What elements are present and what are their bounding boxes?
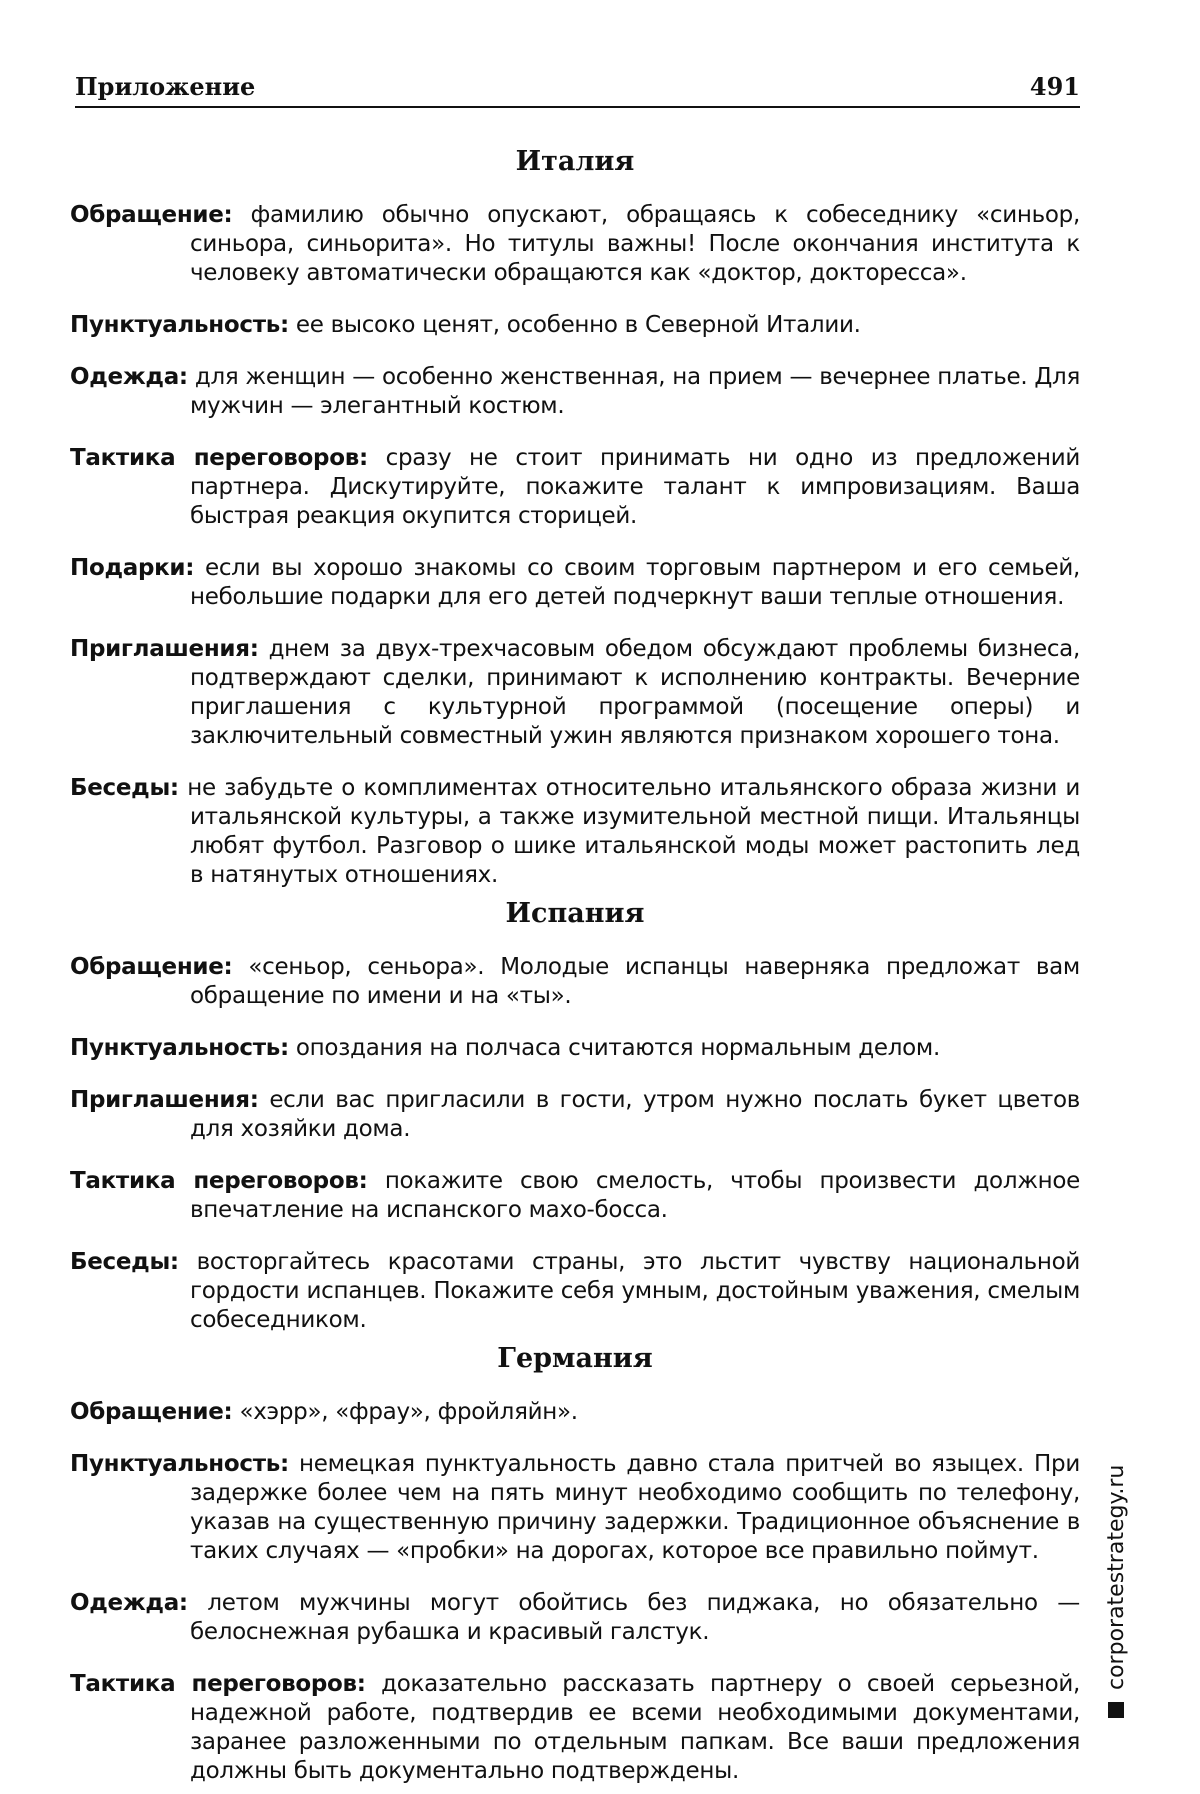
entry: [70, 1086, 1080, 1144]
entry-text: если вы хорошо знакомы со своим торговым партнером и его семьей, небольшие подарки для его детей подчеркнут ваши теплые отношения.: [190, 555, 1080, 610]
entry-text: не забудьте о комплиментах относительно итальянского образа жизни и итальянской культуры, а также изумительной местной пищи. Итальянцы любят футбол. Разговор о шике итальянской моды может растопить лед в натянутых отношениях.: [178, 775, 1080, 888]
entry-text: немецкая пунктуальность давно стала притчей во языцех. При задержке более чем на пять минут необходимо сообщить по телефону, указав на существенную причину задержки. Традиционное объяснение в таких случаях — «пробки» на дорогах, которое все правильно поймут.: [190, 1451, 1080, 1564]
entry: [70, 1589, 1080, 1647]
entry: [70, 953, 1080, 1011]
page-content: [70, 144, 1080, 1794]
entry: [70, 1167, 1080, 1225]
entry: [70, 774, 1080, 890]
running-head: Приложение: [75, 72, 256, 101]
entry-text: летом мужчины могут обойтись без пиджака, но обязательно — белоснежная рубашка и красивый галстук.: [187, 1590, 1080, 1645]
entry-text: если вас пригласили в гости, утром нужно послать букет цветов для хозяйки дома.: [190, 1087, 1080, 1142]
entry-term: Одежда:: [70, 1590, 188, 1616]
entry: [70, 1450, 1080, 1566]
entry: [70, 554, 1080, 612]
entry-term: Обращение:: [70, 202, 233, 228]
page-header: [75, 68, 1080, 108]
entry-term: Беседы:: [70, 775, 179, 801]
entry-term: Обращение:: [70, 954, 233, 980]
section-title: Испания: [505, 898, 645, 929]
entry-text: днем за двух-трехчасовым обедом обсуждают проблемы бизнеса, подтверждают сделки, принимают к исполнению контракты. Вечерние приглашения с культурной программой (посещение оперы) и заключительный совместный ужин являются признаком хорошего тона.: [190, 636, 1080, 749]
entry-term: Пунктуальность:: [70, 1451, 289, 1477]
entry-text: опоздания на полчаса считаются нормальным делом.: [288, 1035, 940, 1061]
entry-term: Тактика переговоров:: [70, 1168, 368, 1194]
entry-term: Подарки:: [70, 555, 195, 581]
square-marker-icon: [1108, 1702, 1124, 1718]
entry: [70, 201, 1080, 288]
entry: [70, 363, 1080, 421]
entry-text: «хэрр», «фрау», фройляйн».: [232, 1399, 578, 1425]
section-title: Германия: [497, 1343, 653, 1374]
entry-term: Тактика переговоров:: [70, 445, 368, 471]
entry-term: Обращение:: [70, 1399, 233, 1425]
page-number: 491: [1029, 72, 1080, 101]
entry-text: доказательно рассказать партнеру о своей серьезной, надежной работе, подтвердив ее всеми необходимыми документами, заранее разложенными по отдельным папкам. Все ваши предложения должны быть документально подтверждены.: [190, 1671, 1080, 1784]
entry-term: Приглашения:: [70, 1087, 259, 1113]
entry-term: Приглашения:: [70, 636, 259, 662]
entry-term: Одежда:: [70, 364, 188, 390]
entry-term: Пунктуальность:: [70, 1035, 289, 1061]
entry-term: Тактика переговоров:: [70, 1671, 366, 1697]
entry-text: восторгайтесь красотами страны, это льстит чувству национальной гордости испанцев. Покажите себя умным, достойным уважения, смелым собеседником.: [178, 1249, 1080, 1333]
entry-text: для женщин — особенно женственная, на прием — вечернее платье. Для мужчин — элегантный костюм.: [187, 364, 1080, 419]
entry-text: «сеньор, сеньора». Молодые испанцы наверняка предложат вам обращение по имени и на «ты».: [190, 954, 1080, 1009]
entry: [70, 444, 1080, 531]
entry-term: Пунктуальность:: [70, 312, 289, 338]
section-italy: [70, 146, 1080, 890]
entry-term: Беседы:: [70, 1249, 179, 1275]
section-title: Италия: [515, 146, 635, 177]
entry-text: фамилию обычно опускают, обращаясь к собеседнику «синьор, синьора, синьорита». Но титулы важны! После окончания института к человеку автоматически обращаются как «доктор, докторесса».: [190, 202, 1080, 286]
entry: [70, 1670, 1080, 1786]
section-germany: [70, 1343, 1080, 1786]
entry: [70, 1248, 1080, 1335]
entry: [70, 1034, 1080, 1063]
entry-text: ее высоко ценят, особенно в Северной Италии.: [288, 312, 861, 338]
entry: [70, 311, 1080, 340]
entry: [70, 1398, 1080, 1427]
entry-text: сразу не стоит принимать ни одно из предложений партнера. Дискутируйте, покажите талант к импровизациям. Ваша быстрая реакция окупится сторицей.: [190, 445, 1080, 529]
section-spain: [70, 898, 1080, 1335]
watermark: [1102, 1330, 1132, 1690]
entry-text: покажите свою смелость, чтобы произвести должное впечатление на испанского махо-босса.: [190, 1168, 1080, 1223]
watermark-text: corporatestrategy.ru: [1104, 1464, 1129, 1690]
entry: [70, 635, 1080, 751]
